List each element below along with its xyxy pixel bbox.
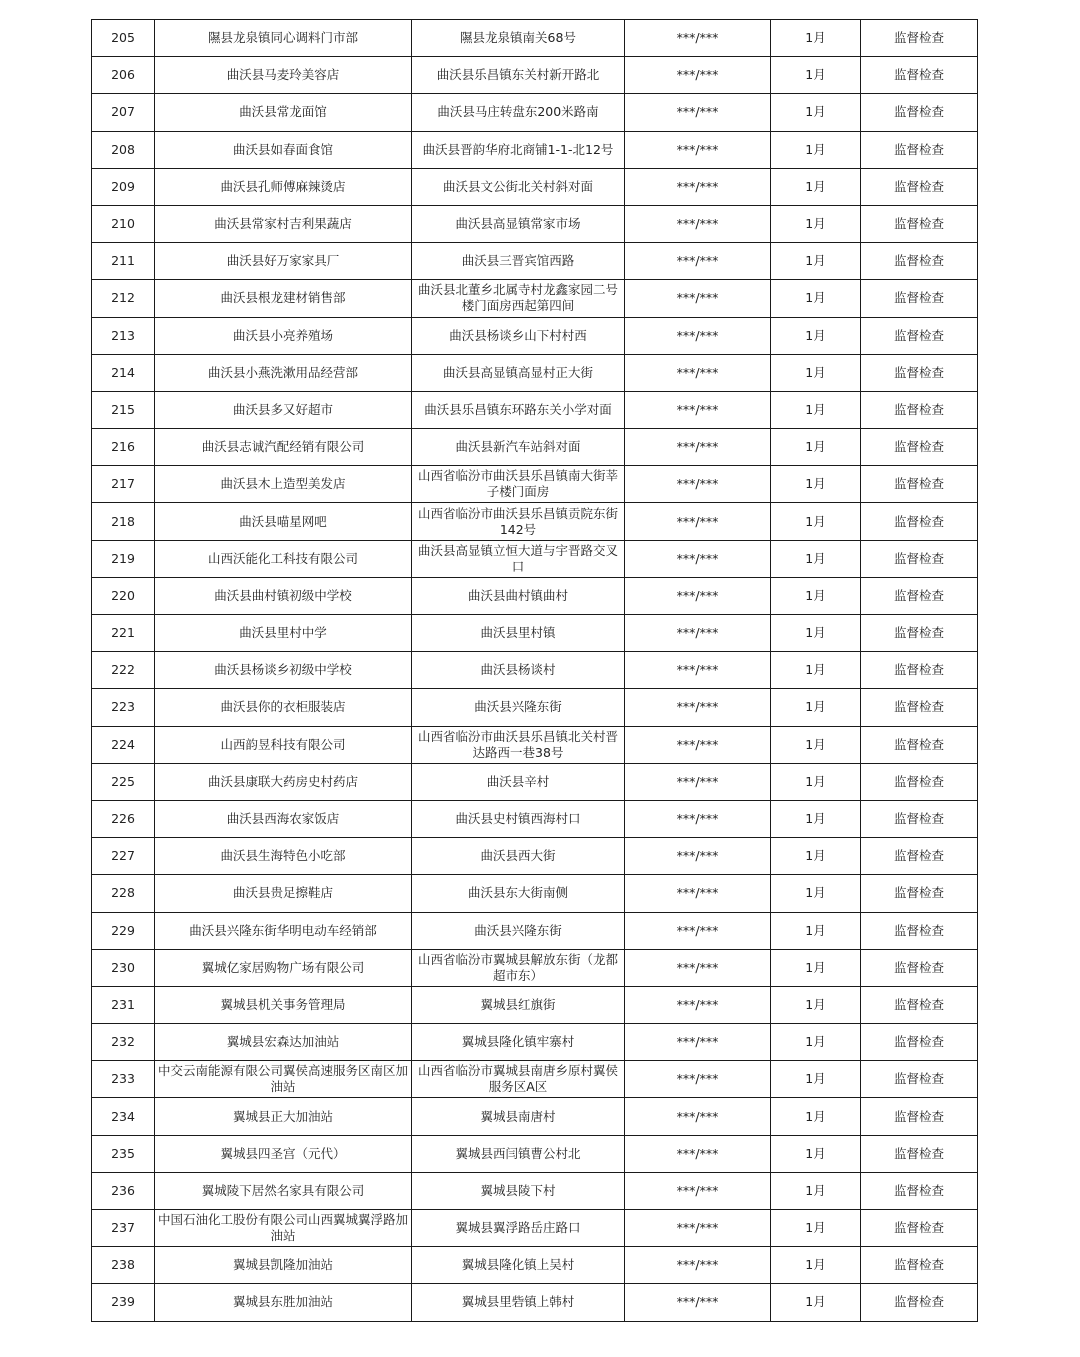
row-number-cell: 214 bbox=[92, 354, 155, 391]
row-number-cell: 210 bbox=[92, 205, 155, 242]
masked-id-cell: ***/*** bbox=[625, 503, 771, 540]
entity-name-cell: 翼城陵下居然名家具有限公司 bbox=[155, 1172, 412, 1209]
inspection-records-table bbox=[91, 19, 978, 1322]
table-row bbox=[92, 1210, 978, 1247]
table-row bbox=[92, 1098, 978, 1135]
row-number-cell: 229 bbox=[92, 912, 155, 949]
masked-id-cell: ***/*** bbox=[625, 429, 771, 466]
masked-id-cell: ***/*** bbox=[625, 57, 771, 94]
month-cell: 1月 bbox=[771, 1247, 861, 1284]
month-cell: 1月 bbox=[771, 1135, 861, 1172]
masked-id-cell: ***/*** bbox=[625, 763, 771, 800]
masked-id-cell: ***/*** bbox=[625, 875, 771, 912]
month-cell: 1月 bbox=[771, 540, 861, 577]
masked-id-cell: ***/*** bbox=[625, 466, 771, 503]
table-row bbox=[92, 838, 978, 875]
row-number-cell: 216 bbox=[92, 429, 155, 466]
address-cell: 山西省临汾市翼城县南唐乡原村翼侯服务区A区 bbox=[412, 1061, 625, 1098]
month-cell: 1月 bbox=[771, 986, 861, 1023]
entity-name-cell: 曲沃县你的衣柜服装店 bbox=[155, 689, 412, 726]
inspection-type-cell: 监督检查 bbox=[861, 875, 978, 912]
inspection-type-cell: 监督检查 bbox=[861, 1247, 978, 1284]
month-cell: 1月 bbox=[771, 1284, 861, 1321]
masked-id-cell: ***/*** bbox=[625, 243, 771, 280]
row-number-cell: 231 bbox=[92, 986, 155, 1023]
address-cell: 曲沃县北董乡北属寺村龙鑫家园二号楼门面房西起第四间 bbox=[412, 280, 625, 317]
month-cell: 1月 bbox=[771, 1024, 861, 1061]
row-number-cell: 226 bbox=[92, 800, 155, 837]
table-row bbox=[92, 875, 978, 912]
inspection-type-cell: 监督检查 bbox=[861, 94, 978, 131]
entity-name-cell: 翼城县东胜加油站 bbox=[155, 1284, 412, 1321]
inspection-type-cell: 监督检查 bbox=[861, 466, 978, 503]
row-number-cell: 230 bbox=[92, 949, 155, 986]
address-cell: 曲沃县高显镇立恒大道与宇晋路交叉口 bbox=[412, 540, 625, 577]
inspection-type-cell: 监督检查 bbox=[861, 800, 978, 837]
inspection-type-cell: 监督检查 bbox=[861, 1210, 978, 1247]
month-cell: 1月 bbox=[771, 168, 861, 205]
address-cell: 曲沃县三晋宾馆西路 bbox=[412, 243, 625, 280]
table-row bbox=[92, 689, 978, 726]
inspection-type-cell: 监督检查 bbox=[861, 1135, 978, 1172]
address-cell: 山西省临汾市翼城县解放东街（龙都超市东） bbox=[412, 949, 625, 986]
address-cell: 曲沃县文公街北关村斜对面 bbox=[412, 168, 625, 205]
table-row bbox=[92, 577, 978, 614]
inspection-type-cell: 监督检查 bbox=[861, 1061, 978, 1098]
inspection-type-cell: 监督检查 bbox=[861, 243, 978, 280]
inspection-type-cell: 监督检查 bbox=[861, 131, 978, 168]
table-row bbox=[92, 1061, 978, 1098]
entity-name-cell: 翼城县四圣宫（元代） bbox=[155, 1135, 412, 1172]
row-number-cell: 235 bbox=[92, 1135, 155, 1172]
table-row bbox=[92, 243, 978, 280]
address-cell: 曲沃县新汽车站斜对面 bbox=[412, 429, 625, 466]
masked-id-cell: ***/*** bbox=[625, 1098, 771, 1135]
inspection-type-cell: 监督检查 bbox=[861, 429, 978, 466]
row-number-cell: 212 bbox=[92, 280, 155, 317]
table-row bbox=[92, 652, 978, 689]
masked-id-cell: ***/*** bbox=[625, 280, 771, 317]
month-cell: 1月 bbox=[771, 354, 861, 391]
month-cell: 1月 bbox=[771, 280, 861, 317]
month-cell: 1月 bbox=[771, 1210, 861, 1247]
table-row bbox=[92, 1024, 978, 1061]
row-number-cell: 221 bbox=[92, 615, 155, 652]
masked-id-cell: ***/*** bbox=[625, 838, 771, 875]
table-row bbox=[92, 986, 978, 1023]
inspection-type-cell: 监督检查 bbox=[861, 615, 978, 652]
entity-name-cell: 曲沃县西海农家饭店 bbox=[155, 800, 412, 837]
masked-id-cell: ***/*** bbox=[625, 94, 771, 131]
entity-name-cell: 曲沃县贵足擦鞋店 bbox=[155, 875, 412, 912]
month-cell: 1月 bbox=[771, 205, 861, 242]
month-cell: 1月 bbox=[771, 243, 861, 280]
entity-name-cell: 翼城县凯隆加油站 bbox=[155, 1247, 412, 1284]
row-number-cell: 224 bbox=[92, 726, 155, 763]
row-number-cell: 219 bbox=[92, 540, 155, 577]
address-cell: 隰县龙泉镇南关68号 bbox=[412, 20, 625, 57]
masked-id-cell: ***/*** bbox=[625, 1061, 771, 1098]
address-cell: 曲沃县晋韵华府北商铺1-1-北12号 bbox=[412, 131, 625, 168]
month-cell: 1月 bbox=[771, 94, 861, 131]
entity-name-cell: 曲沃县孔师傅麻辣烫店 bbox=[155, 168, 412, 205]
table-row bbox=[92, 1247, 978, 1284]
inspection-type-cell: 监督检查 bbox=[861, 205, 978, 242]
month-cell: 1月 bbox=[771, 391, 861, 428]
entity-name-cell: 曲沃县康联大药房史村药店 bbox=[155, 763, 412, 800]
row-number-cell: 236 bbox=[92, 1172, 155, 1209]
inspection-type-cell: 监督检查 bbox=[861, 1024, 978, 1061]
entity-name-cell: 曲沃县好万家家具厂 bbox=[155, 243, 412, 280]
table-row bbox=[92, 912, 978, 949]
masked-id-cell: ***/*** bbox=[625, 1247, 771, 1284]
table-row bbox=[92, 949, 978, 986]
table-row bbox=[92, 131, 978, 168]
inspection-type-cell: 监督检查 bbox=[861, 689, 978, 726]
month-cell: 1月 bbox=[771, 503, 861, 540]
inspection-type-cell: 监督检查 bbox=[861, 838, 978, 875]
month-cell: 1月 bbox=[771, 131, 861, 168]
row-number-cell: 208 bbox=[92, 131, 155, 168]
month-cell: 1月 bbox=[771, 652, 861, 689]
address-cell: 翼城县南唐村 bbox=[412, 1098, 625, 1135]
address-cell: 翼城县西闫镇曹公村北 bbox=[412, 1135, 625, 1172]
month-cell: 1月 bbox=[771, 429, 861, 466]
table-row bbox=[92, 205, 978, 242]
address-cell: 曲沃县乐昌镇东环路东关小学对面 bbox=[412, 391, 625, 428]
masked-id-cell: ***/*** bbox=[625, 986, 771, 1023]
entity-name-cell: 曲沃县如春面食馆 bbox=[155, 131, 412, 168]
address-cell: 翼城县红旗街 bbox=[412, 986, 625, 1023]
masked-id-cell: ***/*** bbox=[625, 726, 771, 763]
row-number-cell: 205 bbox=[92, 20, 155, 57]
entity-name-cell: 翼城亿家居购物广场有限公司 bbox=[155, 949, 412, 986]
month-cell: 1月 bbox=[771, 577, 861, 614]
inspection-type-cell: 监督检查 bbox=[861, 912, 978, 949]
inspection-type-cell: 监督检查 bbox=[861, 503, 978, 540]
masked-id-cell: ***/*** bbox=[625, 391, 771, 428]
address-cell: 翼城县翼浮路岳庄路口 bbox=[412, 1210, 625, 1247]
table-row bbox=[92, 280, 978, 317]
masked-id-cell: ***/*** bbox=[625, 205, 771, 242]
inspection-type-cell: 监督检查 bbox=[861, 57, 978, 94]
address-cell: 翼城县隆化镇牢寨村 bbox=[412, 1024, 625, 1061]
row-number-cell: 233 bbox=[92, 1061, 155, 1098]
table-row bbox=[92, 317, 978, 354]
row-number-cell: 206 bbox=[92, 57, 155, 94]
row-number-cell: 228 bbox=[92, 875, 155, 912]
masked-id-cell: ***/*** bbox=[625, 354, 771, 391]
entity-name-cell: 曲沃县生海特色小吃部 bbox=[155, 838, 412, 875]
row-number-cell: 211 bbox=[92, 243, 155, 280]
inspection-type-cell: 监督检查 bbox=[861, 1284, 978, 1321]
address-cell: 曲沃县曲村镇曲村 bbox=[412, 577, 625, 614]
entity-name-cell: 曲沃县多又好超市 bbox=[155, 391, 412, 428]
entity-name-cell: 曲沃县常家村吉利果蔬店 bbox=[155, 205, 412, 242]
month-cell: 1月 bbox=[771, 466, 861, 503]
entity-name-cell: 曲沃县曲村镇初级中学校 bbox=[155, 577, 412, 614]
inspection-type-cell: 监督检查 bbox=[861, 391, 978, 428]
inspection-type-cell: 监督检查 bbox=[861, 540, 978, 577]
masked-id-cell: ***/*** bbox=[625, 1135, 771, 1172]
row-number-cell: 209 bbox=[92, 168, 155, 205]
month-cell: 1月 bbox=[771, 57, 861, 94]
entity-name-cell: 隰县龙泉镇同心调料门市部 bbox=[155, 20, 412, 57]
inspection-type-cell: 监督检查 bbox=[861, 986, 978, 1023]
row-number-cell: 238 bbox=[92, 1247, 155, 1284]
row-number-cell: 207 bbox=[92, 94, 155, 131]
masked-id-cell: ***/*** bbox=[625, 949, 771, 986]
masked-id-cell: ***/*** bbox=[625, 540, 771, 577]
table-row bbox=[92, 94, 978, 131]
row-number-cell: 218 bbox=[92, 503, 155, 540]
table-row bbox=[92, 726, 978, 763]
row-number-cell: 232 bbox=[92, 1024, 155, 1061]
masked-id-cell: ***/*** bbox=[625, 1172, 771, 1209]
masked-id-cell: ***/*** bbox=[625, 800, 771, 837]
month-cell: 1月 bbox=[771, 800, 861, 837]
table-row bbox=[92, 1135, 978, 1172]
table-row bbox=[92, 429, 978, 466]
inspection-type-cell: 监督检查 bbox=[861, 280, 978, 317]
inspection-type-cell: 监督检查 bbox=[861, 1172, 978, 1209]
table-row bbox=[92, 763, 978, 800]
address-cell: 曲沃县高显镇高显村正大街 bbox=[412, 354, 625, 391]
table-row bbox=[92, 503, 978, 540]
row-number-cell: 213 bbox=[92, 317, 155, 354]
table-row bbox=[92, 615, 978, 652]
table-row bbox=[92, 20, 978, 57]
address-cell: 曲沃县乐昌镇东关村新开路北 bbox=[412, 57, 625, 94]
masked-id-cell: ***/*** bbox=[625, 689, 771, 726]
month-cell: 1月 bbox=[771, 615, 861, 652]
month-cell: 1月 bbox=[771, 838, 861, 875]
row-number-cell: 223 bbox=[92, 689, 155, 726]
inspection-type-cell: 监督检查 bbox=[861, 652, 978, 689]
masked-id-cell: ***/*** bbox=[625, 20, 771, 57]
row-number-cell: 234 bbox=[92, 1098, 155, 1135]
inspection-type-cell: 监督检查 bbox=[861, 726, 978, 763]
masked-id-cell: ***/*** bbox=[625, 912, 771, 949]
month-cell: 1月 bbox=[771, 763, 861, 800]
entity-name-cell: 曲沃县小燕洗漱用品经营部 bbox=[155, 354, 412, 391]
inspection-type-cell: 监督检查 bbox=[861, 354, 978, 391]
table-row bbox=[92, 391, 978, 428]
row-number-cell: 217 bbox=[92, 466, 155, 503]
address-cell: 曲沃县马庄转盘东200米路南 bbox=[412, 94, 625, 131]
entity-name-cell: 曲沃县喵星网吧 bbox=[155, 503, 412, 540]
row-number-cell: 227 bbox=[92, 838, 155, 875]
month-cell: 1月 bbox=[771, 949, 861, 986]
entity-name-cell: 曲沃县里村中学 bbox=[155, 615, 412, 652]
table-row bbox=[92, 1284, 978, 1321]
entity-name-cell: 曲沃县木上造型美发店 bbox=[155, 466, 412, 503]
inspection-type-cell: 监督检查 bbox=[861, 577, 978, 614]
address-cell: 曲沃县西大街 bbox=[412, 838, 625, 875]
entity-name-cell: 翼城县正大加油站 bbox=[155, 1098, 412, 1135]
inspection-type-cell: 监督检查 bbox=[861, 1098, 978, 1135]
entity-name-cell: 翼城县宏森达加油站 bbox=[155, 1024, 412, 1061]
entity-name-cell: 曲沃县兴隆东街华明电动车经销部 bbox=[155, 912, 412, 949]
masked-id-cell: ***/*** bbox=[625, 652, 771, 689]
entity-name-cell: 山西沃能化工科技有限公司 bbox=[155, 540, 412, 577]
table-body bbox=[92, 20, 978, 1322]
address-cell: 山西省临汾市曲沃县乐昌镇北关村晋达路西一巷38号 bbox=[412, 726, 625, 763]
inspection-type-cell: 监督检查 bbox=[861, 20, 978, 57]
table-row bbox=[92, 1172, 978, 1209]
address-cell: 曲沃县史村镇西海村口 bbox=[412, 800, 625, 837]
month-cell: 1月 bbox=[771, 875, 861, 912]
masked-id-cell: ***/*** bbox=[625, 1284, 771, 1321]
row-number-cell: 237 bbox=[92, 1210, 155, 1247]
table-row bbox=[92, 354, 978, 391]
entity-name-cell: 山西韵昱科技有限公司 bbox=[155, 726, 412, 763]
table-row bbox=[92, 57, 978, 94]
row-number-cell: 220 bbox=[92, 577, 155, 614]
entity-name-cell: 曲沃县马麦玲美容店 bbox=[155, 57, 412, 94]
row-number-cell: 239 bbox=[92, 1284, 155, 1321]
entity-name-cell: 中国石油化工股份有限公司山西翼城翼浮路加油站 bbox=[155, 1210, 412, 1247]
inspection-type-cell: 监督检查 bbox=[861, 949, 978, 986]
table-row bbox=[92, 168, 978, 205]
table-row bbox=[92, 540, 978, 577]
address-cell: 曲沃县兴隆东街 bbox=[412, 689, 625, 726]
masked-id-cell: ***/*** bbox=[625, 1210, 771, 1247]
month-cell: 1月 bbox=[771, 912, 861, 949]
month-cell: 1月 bbox=[771, 689, 861, 726]
entity-name-cell: 曲沃县小亮养殖场 bbox=[155, 317, 412, 354]
month-cell: 1月 bbox=[771, 20, 861, 57]
masked-id-cell: ***/*** bbox=[625, 317, 771, 354]
month-cell: 1月 bbox=[771, 317, 861, 354]
address-cell: 翼城县里砦镇上韩村 bbox=[412, 1284, 625, 1321]
address-cell: 翼城县隆化镇上吴村 bbox=[412, 1247, 625, 1284]
table-row bbox=[92, 800, 978, 837]
inspection-type-cell: 监督检查 bbox=[861, 317, 978, 354]
address-cell: 曲沃县高显镇常家市场 bbox=[412, 205, 625, 242]
inspection-type-cell: 监督检查 bbox=[861, 763, 978, 800]
address-cell: 曲沃县里村镇 bbox=[412, 615, 625, 652]
entity-name-cell: 曲沃县根龙建材销售部 bbox=[155, 280, 412, 317]
address-cell: 曲沃县东大街南侧 bbox=[412, 875, 625, 912]
address-cell: 山西省临汾市曲沃县乐昌镇南大街莘子楼门面房 bbox=[412, 466, 625, 503]
masked-id-cell: ***/*** bbox=[625, 577, 771, 614]
row-number-cell: 222 bbox=[92, 652, 155, 689]
masked-id-cell: ***/*** bbox=[625, 615, 771, 652]
inspection-type-cell: 监督检查 bbox=[861, 168, 978, 205]
address-cell: 曲沃县辛村 bbox=[412, 763, 625, 800]
month-cell: 1月 bbox=[771, 1061, 861, 1098]
masked-id-cell: ***/*** bbox=[625, 131, 771, 168]
entity-name-cell: 中交云南能源有限公司翼侯高速服务区南区加油站 bbox=[155, 1061, 412, 1098]
masked-id-cell: ***/*** bbox=[625, 168, 771, 205]
month-cell: 1月 bbox=[771, 726, 861, 763]
entity-name-cell: 曲沃县志诚汽配经销有限公司 bbox=[155, 429, 412, 466]
entity-name-cell: 曲沃县常龙面馆 bbox=[155, 94, 412, 131]
address-cell: 翼城县陵下村 bbox=[412, 1172, 625, 1209]
month-cell: 1月 bbox=[771, 1098, 861, 1135]
table-row bbox=[92, 466, 978, 503]
entity-name-cell: 曲沃县杨谈乡初级中学校 bbox=[155, 652, 412, 689]
row-number-cell: 215 bbox=[92, 391, 155, 428]
address-cell: 山西省临汾市曲沃县乐昌镇贡院东街142号 bbox=[412, 503, 625, 540]
address-cell: 曲沃县杨谈乡山下村村西 bbox=[412, 317, 625, 354]
row-number-cell: 225 bbox=[92, 763, 155, 800]
masked-id-cell: ***/*** bbox=[625, 1024, 771, 1061]
month-cell: 1月 bbox=[771, 1172, 861, 1209]
entity-name-cell: 翼城县机关事务管理局 bbox=[155, 986, 412, 1023]
address-cell: 曲沃县杨谈村 bbox=[412, 652, 625, 689]
address-cell: 曲沃县兴隆东街 bbox=[412, 912, 625, 949]
